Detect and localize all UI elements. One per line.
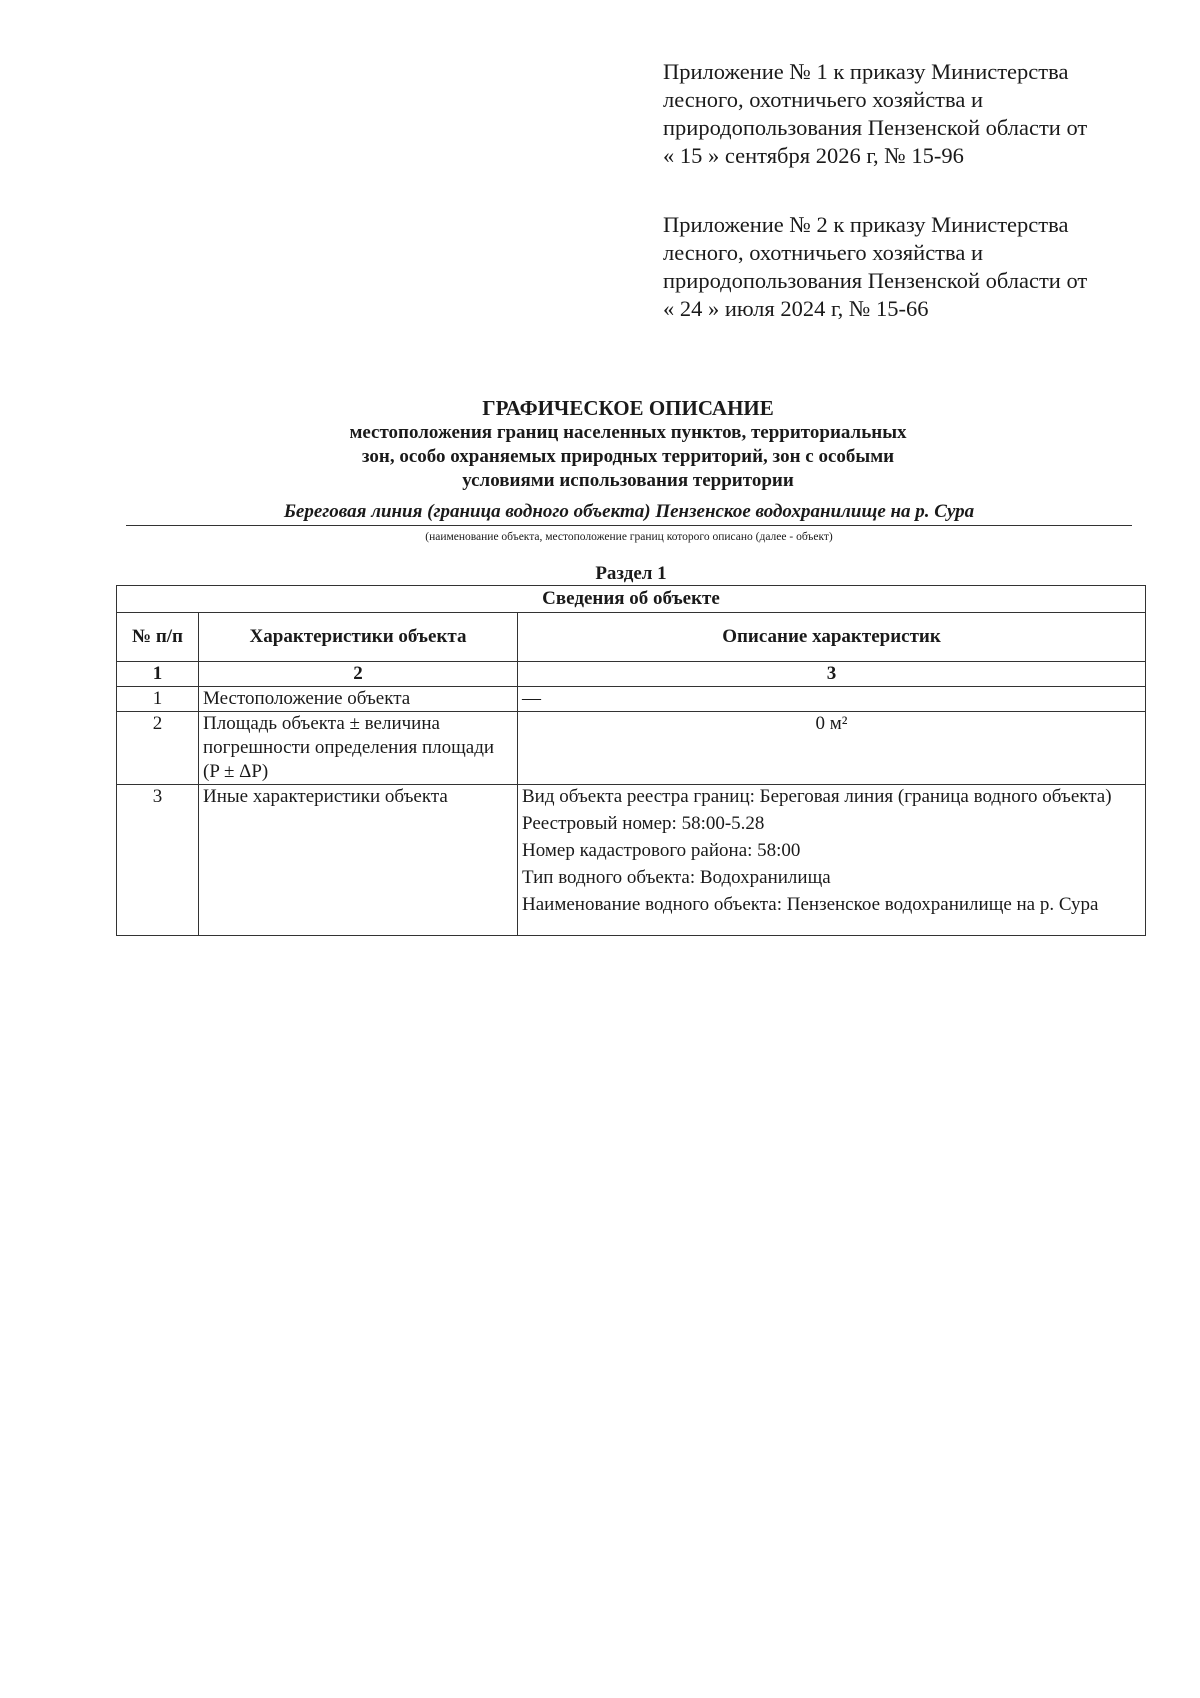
subtitle-line: местоположения границ населенных пунктов, территориальных (349, 422, 907, 443)
header-description: Описание характеристик (518, 613, 1146, 662)
table-row (117, 785, 1146, 936)
appendix-1-note (663, 58, 1163, 170)
description-line: Наименование водного объекта: Пензенское водохранилище на р. Сура (522, 894, 1099, 915)
object-name: Береговая линия (граница водного объекта) Пензенское водохранилище на р. Сура (126, 500, 1132, 526)
object-name-caption: (наименование объекта, местоположение границ которого описано (далее - объект) (425, 531, 833, 543)
appendix-2-note (663, 211, 1163, 323)
appendix-1-line: лесного, охотничьего хозяйства и (663, 87, 983, 112)
row-number: 3 (117, 785, 199, 936)
appendix-2-line: лесного, охотничьего хозяйства и (663, 240, 983, 265)
description-line: 0 м² (815, 713, 848, 734)
row-characteristic: Иные характеристики объекта (199, 785, 518, 936)
appendix-2-line: природопользования Пензенской области от (663, 268, 1088, 293)
row-characteristic: Площадь объекта ± величина погрешности определения площади (P ± ΔP) (199, 712, 518, 785)
object-info-table (116, 585, 1146, 936)
document-subtitle (118, 421, 1138, 493)
appendix-2-line: Приложение № 2 к приказу Министерства (663, 212, 1069, 237)
subtitle-line: зон, особо охраняемых природных территорий, зон с особыми (361, 446, 895, 467)
row-number: 2 (117, 712, 199, 785)
section-title: Раздел 1 (595, 563, 667, 584)
appendix-1-line: Приложение № 1 к приказу Министерства (663, 59, 1069, 84)
header-num: № п/п (117, 613, 199, 662)
table-row (117, 712, 1146, 785)
table-row (117, 687, 1146, 712)
description-line: — (522, 688, 541, 709)
appendix-1-line: « 15 » сентября 2026 г, № 15-96 (663, 143, 964, 168)
column-number: 1 (117, 662, 199, 687)
appendix-1-line: природопользования Пензенской области от (663, 115, 1088, 140)
row-number: 1 (117, 687, 199, 712)
description-line: Тип водного объекта: Водохранилища (522, 867, 831, 888)
description-line: Реестровый номер: 58:00-5.28 (522, 813, 765, 834)
appendix-2-line: « 24 » июля 2024 г, № 15-66 (663, 296, 929, 321)
row-characteristic: Местоположение объекта (199, 687, 518, 712)
column-number-row (117, 662, 1146, 687)
description-line: Вид объекта реестра границ: Береговая линия (граница водного объекта) (522, 786, 1112, 807)
column-number: 3 (518, 662, 1146, 687)
table-caption-row (117, 586, 1146, 613)
subtitle-line: условиями использования территории (462, 470, 794, 491)
header-characteristic: Характеристики объекта (199, 613, 518, 662)
table-caption: Сведения об объекте (117, 586, 1146, 613)
table-header-row (117, 613, 1146, 662)
column-number: 2 (199, 662, 518, 687)
row-description (518, 785, 1146, 936)
row-description (518, 687, 1146, 712)
row-description (518, 712, 1146, 785)
description-line: Номер кадастрового района: 58:00 (522, 840, 801, 861)
document-title: ГРАФИЧЕСКОЕ ОПИСАНИЕ (482, 396, 774, 420)
